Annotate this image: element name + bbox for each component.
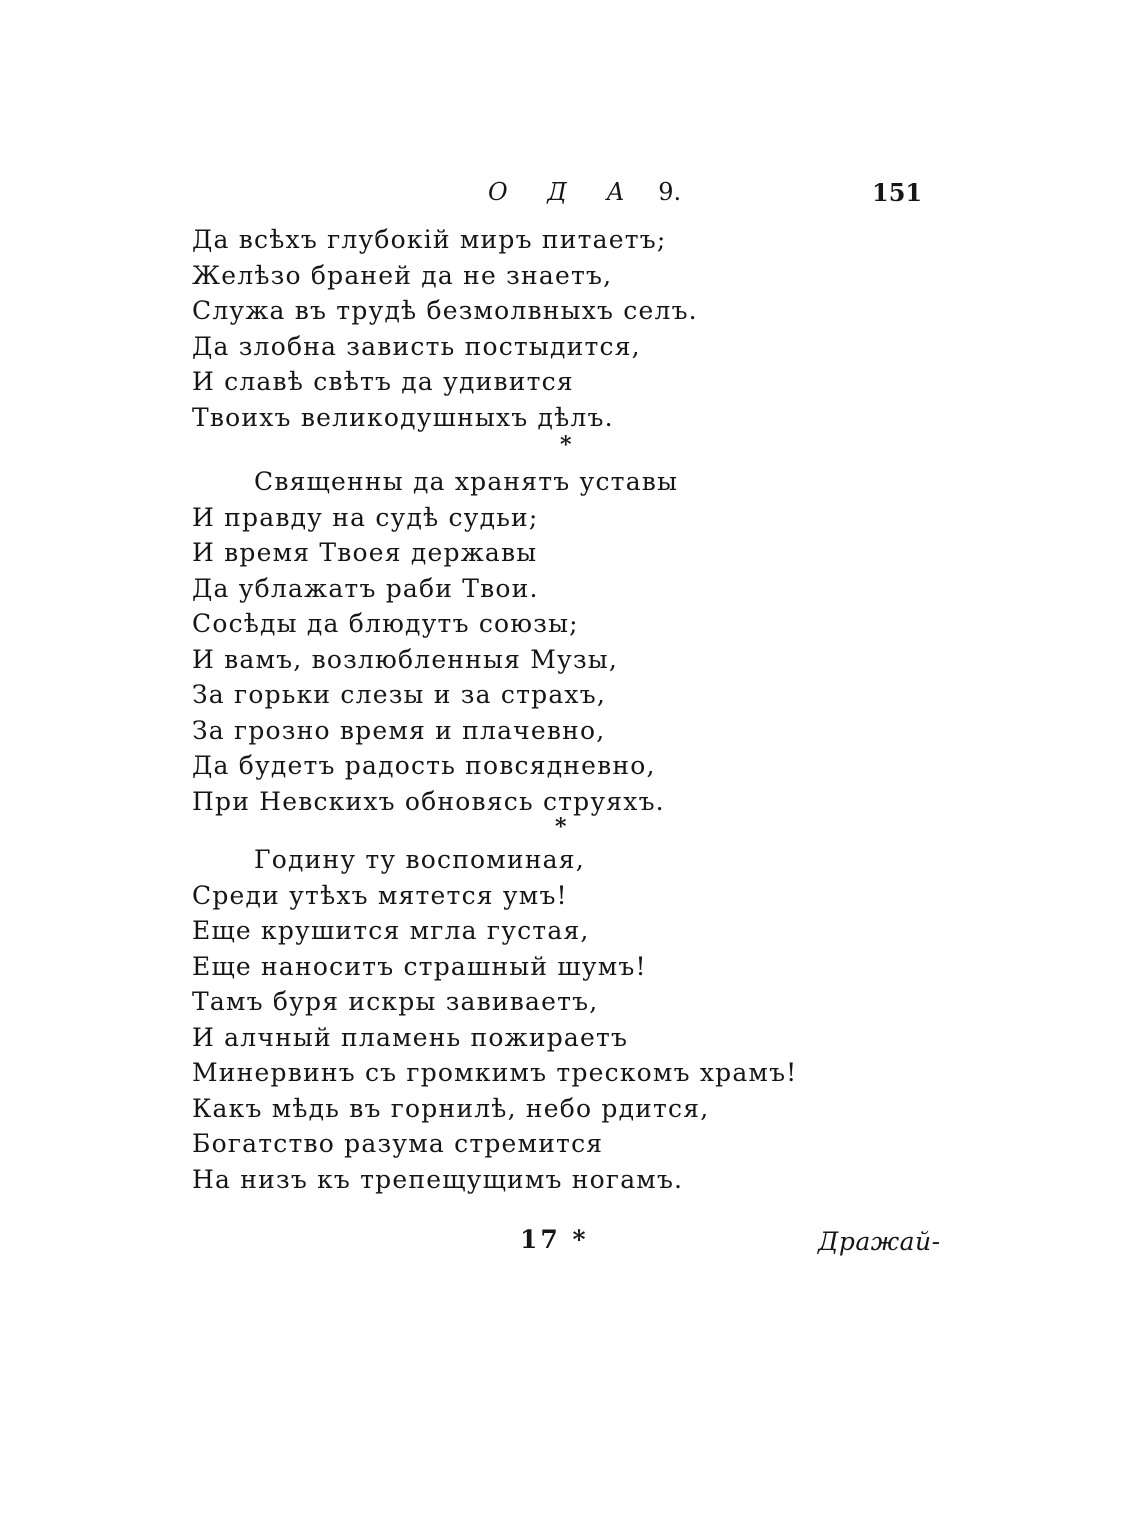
verse-line: Еще крушится мгла густая, — [192, 916, 590, 945]
stanza-separator: * — [555, 814, 567, 840]
stanza-3 — [192, 842, 797, 1197]
ode-number: 9. — [658, 178, 682, 206]
verse-line: Да всѣхъ глубокій миръ питаетъ; — [192, 225, 667, 254]
stanza-2 — [192, 464, 678, 819]
verse-line: И время Твоея державы — [192, 538, 538, 567]
verse-line: Твоихъ великодушныхъ дѣлъ. — [192, 402, 614, 432]
verse-line: Среди утѣхъ мятется умъ! — [192, 880, 568, 910]
verse-line: Священны да хранятъ уставы — [254, 467, 679, 496]
verse-line: Богатство разума стремится — [192, 1129, 604, 1158]
verse-line: За горьки слезы и за страхъ, — [192, 680, 606, 709]
verse-line: На низъ къ трепещущимъ ногамъ. — [192, 1164, 684, 1194]
verse-line: Служа въ трудѣ безмолвныхъ селъ. — [192, 296, 698, 325]
verse-line: Какъ мѣдь въ горнилѣ, небо рдится, — [192, 1093, 710, 1123]
verse-line: Еще наноситъ страшный шумъ! — [192, 951, 647, 981]
verse-line: При Невскихъ обновясь струяхъ. — [192, 786, 665, 816]
ode-title: О Д А — [488, 178, 641, 206]
running-header — [488, 178, 681, 206]
verse-line: Да ублажатъ раби Твои. — [192, 573, 539, 603]
verse-line: Тамъ буря искры завиваетъ, — [192, 987, 599, 1016]
verse-line: Да злобна зависть постыдится, — [192, 331, 641, 361]
stanza-separator: * — [560, 432, 572, 458]
verse-line: Минервинъ съ громкимъ трескомъ храмъ! — [192, 1058, 798, 1087]
signature-mark: 17 * — [520, 1225, 589, 1254]
verse-line: И вамъ, возлюбленныя Музы, — [192, 644, 619, 674]
verse-line: Годину ту воспоминая, — [254, 845, 585, 874]
verse-line: За грозно время и плачевно, — [192, 715, 606, 745]
verse-line: И славѣ свѣтъ да удивится — [192, 367, 574, 396]
verse-line: Да будетъ радость повсядневно, — [192, 751, 656, 780]
stanza-1 — [192, 222, 698, 435]
page-number: 151 — [872, 178, 923, 207]
verse-line: Сосѣды да блюдутъ союзы; — [192, 609, 579, 638]
verse-line: И правду на судѣ судьи; — [192, 502, 539, 532]
verse-line: Желѣзо браней да не знаетъ, — [192, 260, 613, 290]
catchword: Дражай- — [818, 1227, 941, 1256]
verse-line: И алчный пламень пожираетъ — [192, 1022, 629, 1052]
